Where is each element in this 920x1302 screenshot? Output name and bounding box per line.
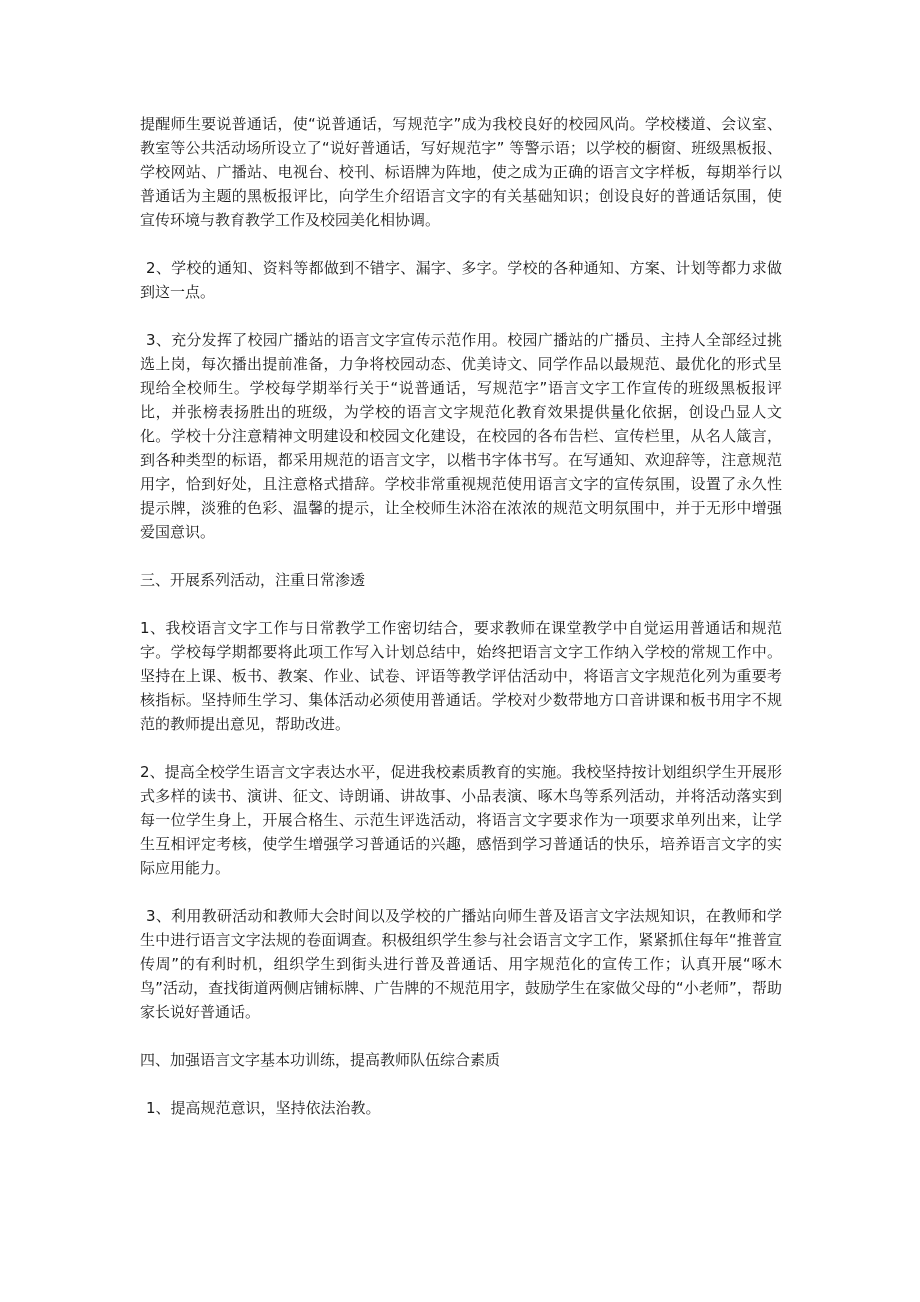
paragraph-standard-awareness: 1、提高规范意识，坚持依法治教。 xyxy=(146,1099,381,1117)
paragraph-campus-atmosphere: 提醒师生要说普通话，使“说普通话，写规范字”成为我校良好的校园风尚。学校楼道、会议室、教室等公共活动场所设立了“说好普通话，写好规范字” 等警示语；以学校的橱窗、班级黑板报、学校网站、广播站、电视台、校刊、标语牌为阵地，使之成为正确的语言文字样板，每期举行以普通话为主题的黑板报评比，向学生介绍语言文字的有关基础知识；创设良好的普通话氛围，使宣传环境与教育教学工作及校园美化相协调。 xyxy=(140,115,782,229)
paragraph-student-expression: 2、提高全校学生语言文字表达水平，促进我校素质教育的实施。我校坚持按计划组织学生开展形式多样的读书、演讲、征文、诗朗诵、讲故事、小品表演、啄木鸟等系列活动，并将活动落实到每一位学生身上，开展合格生、示范生评选活动，将语言文字要求作为一项要求单列出来，让学生互相评定考核，使学生增强学习普通话的兴趣，感悟到学习普通话的快乐，培养语言文字的实际应用能力。 xyxy=(140,763,782,877)
paragraph-law-education: 3、利用教研活动和教师大会时间以及学校的广播站向师生普及语言文字法规知识，在教师和学生中进行语言文字法规的卷面调查。积极组织学生参与社会语言文字工作，紧紧抓住每年“推普宣传周”的有利时机，组织学生到街头进行普及普通话、用字规范化的宣传工作；认真开展“啄木鸟”活动，查找街道两侧店铺标牌、广告牌的不规范用字，鼓励学生在家做父母的“小老师”，帮助家长说好普通话。 xyxy=(140,907,782,1021)
section-heading-teacher-training: 四、加强语言文字基本功训练，提高教师队伍综合素质 xyxy=(140,1051,501,1069)
paragraph-teaching-integration: 1、我校语言文字工作与日常教学工作密切结合，要求教师在课堂教学中自觉运用普通话和规范字。学校每学期都要将此项工作写入计划总结中，始终把语言文字工作纳入学校的常规工作中。坚持在上课、板书、教案、作业、试卷、评语等教学评估活动中，将语言文字规范化列为重要考核指标。坚持师生学习、集体活动必须使用普通话。学校对少数带地方口音讲课和板书用字不规范的教师提出意见，帮助改进。 xyxy=(140,619,782,733)
section-heading-activities: 三、开展系列活动，注重日常渗透 xyxy=(140,571,366,589)
document-body xyxy=(140,112,782,1144)
paragraph-notice-accuracy: 2、学校的通知、资料等都做到不错字、漏字、多字。学校的各种通知、方案、计划等都力求做到这一点。 xyxy=(140,259,782,301)
paragraph-broadcast-station: 3、充分发挥了校园广播站的语言文字宣传示范作用。校园广播站的广播员、主持人全部经过挑选上岗，每次播出提前准备，力争将校园动态、优美诗文、同学作品以最规范、最优化的形式呈现给全校师生。学校每学期举行关于“说普通话，写规范字”语言文字工作宣传的班级黑板报评比，并张榜表扬胜出的班级，为学校的语言文字规范化教育效果提供量化依据，创设凸显人文化。学校十分注意精神文明建设和校园文化建设，在校园的各布告栏、宣传栏里，从名人箴言，到各种类型的标语，都采用规范的语言文字，以楷书字体书写。在写通知、欢迎辞等，注意规范用字，恰到好处，且注意格式措辞。学校非常重视规范使用语言文字的宣传氛围，设置了永久性提示牌，淡雅的色彩、温馨的提示，让全校师生沐浴在浓浓的规范文明氛围中，并于无形中增强爱国意识。 xyxy=(140,331,782,541)
